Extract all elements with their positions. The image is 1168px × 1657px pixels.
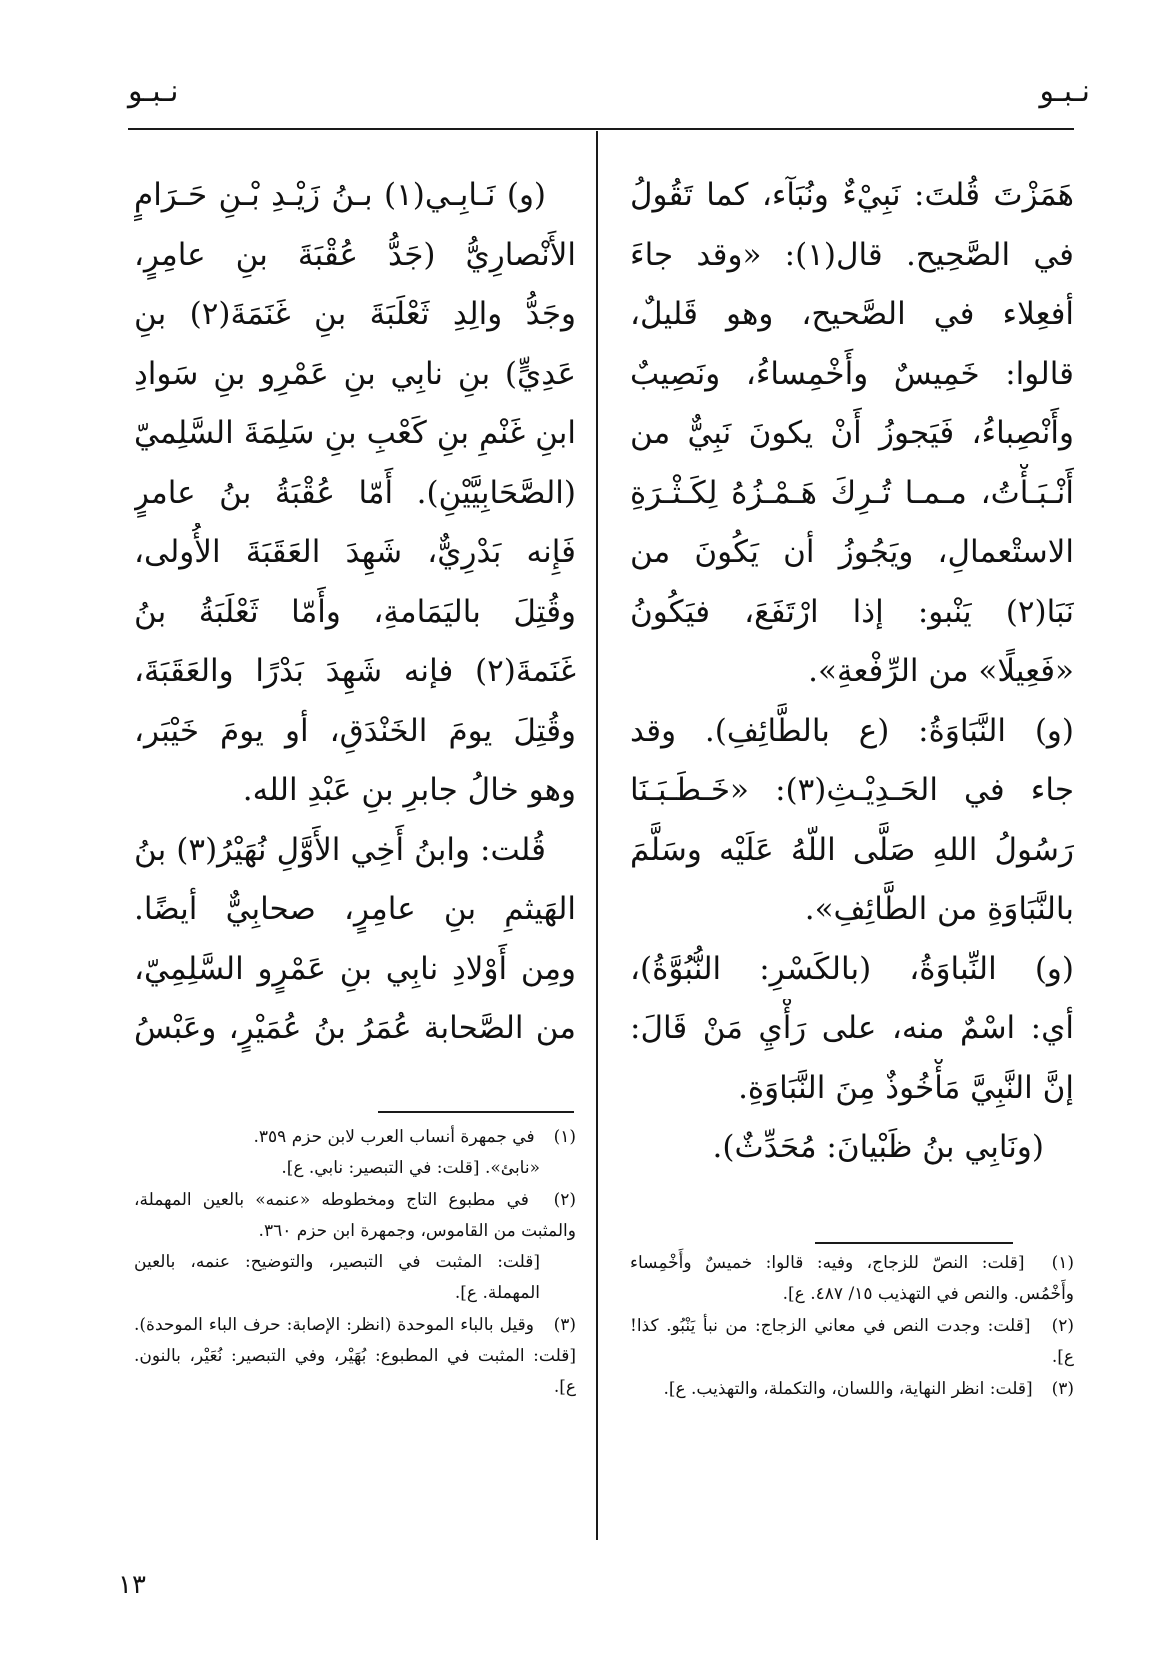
body-line: الاستْعمالِ، ويَجُوزُ أن يَكُونَ من bbox=[630, 534, 1074, 570]
page-number: ١٣ bbox=[118, 1570, 146, 1600]
body-line: جاء في الحَـدِيْـثِ(٣): «خَـطَـبَـنَا bbox=[630, 772, 1074, 808]
running-head-left: نـبـو bbox=[128, 74, 179, 109]
body-line: نَبَا(٢) يَنْبو: إذا ارْتَفَعَ، فيَكُونُ bbox=[630, 593, 1074, 630]
body-line: ابنِ غَنْمِ بنِ كَعْبِ بنِ سَلِمَةَ السَّلِميّ bbox=[134, 415, 576, 451]
body-line: فَإِنه بَدْرِيٌّ، شَهِدَ العَقَبَةَ الأُولى، bbox=[134, 534, 576, 570]
footnote-continuation: «نابئ». [قلت: في التبصير: نابي. ع]. bbox=[281, 1158, 540, 1178]
footnote bbox=[630, 1248, 1074, 1310]
footnote-text: [قلت: انظر النهاية، واللسان، والتكملة، والتهذيب. ع]. bbox=[663, 1379, 1033, 1399]
footnote-number: (١) bbox=[1051, 1253, 1075, 1273]
footnote-text: [قلت: وجدت النص في معاني الزجاج: من نبأ يَنْبُو. كذا! ع]. bbox=[630, 1316, 1074, 1367]
body-line: في الصَّحِيح. قال(١): «وقد جاءَ bbox=[630, 236, 1074, 273]
right-column-footnotes bbox=[630, 1248, 1074, 1406]
body-line: من الصَّحابة عُمَرُ بنُ عُمَيْرٍ، وعَبْسُ bbox=[134, 1010, 576, 1046]
footnote bbox=[134, 1185, 576, 1309]
footnote-rule-right bbox=[815, 1242, 1013, 1244]
body-line: الأَنْصارِيُّ (جَدُّ عُقْبَةَ بنِ عامِرٍ، bbox=[134, 236, 576, 273]
footnote-number: (٢) bbox=[1051, 1316, 1075, 1336]
body-line: قُلت: وابنُ أَخِي الأَوَّلِ نُهَيْرُ(٣) بنُ bbox=[134, 831, 546, 868]
footnote bbox=[630, 1311, 1074, 1373]
right-column-body bbox=[630, 166, 1074, 1178]
body-line: وجَدُّ والِدِ ثَعْلَبَةَ بنِ غَنَمَةَ(٢) بنِ bbox=[134, 296, 576, 332]
footnote-text: [قلت: النصّ للزجاج، وفيه: قالوا: خميسٌ وأَخْمِساء وأَخْمُس. والنص في التهذيب ١٥/ ٤٨٧. ع]. bbox=[630, 1253, 1074, 1304]
column-divider bbox=[596, 131, 598, 1540]
body-line: (الصَّحَابِيَّيْنِ). أَمّا عُقْبَةُ بنُ عامرٍ bbox=[134, 474, 576, 511]
body-line: إنَّ النَّبِيَّ مَأْخُوذٌ مِنَ النَّبَاوَةِ. bbox=[738, 1069, 1074, 1106]
body-line: أفعِلاء في الصَّحيح، وهو قَليلٌ، bbox=[630, 296, 1074, 332]
left-column-footnotes bbox=[134, 1122, 576, 1404]
body-line: وهو خالُ جابرِ بنِ عَبْدِ الله. bbox=[242, 772, 576, 808]
body-line: «فَعِيلًا» من الرِّفْعةِ». bbox=[808, 653, 1074, 689]
footnote-text: وقيل بالباء الموحدة (انظر: الإصابة: حرف الباء الموحدة). [قلت: المثبت في المطبوع: بُهَيْر، وفي التبصير: نُعَيْر، بالنون. ع]. bbox=[134, 1315, 576, 1397]
footnote-number: (٢) bbox=[553, 1190, 576, 1210]
left-column-body bbox=[134, 166, 576, 1059]
body-line: (و) نَـابِـي(١) بـنُ زَيْـدِ بْـنِ حَـرَامٍ bbox=[134, 177, 547, 213]
body-line: وقُتِلَ باليَمَامةِ، وأَمّا ثَعْلَبَةُ بنُ bbox=[134, 593, 576, 630]
body-line: غَنَمةَ(٢) فإنه شَهِدَ بَدْرًا والعَقَبَةَ، bbox=[134, 653, 576, 689]
footnote-number: (٣) bbox=[1051, 1379, 1074, 1399]
body-line: قالوا: خَمِيسٌ وأَخْمِساءُ، ونَصِيبٌ bbox=[630, 355, 1074, 392]
footnote-number: (١) bbox=[553, 1127, 576, 1147]
body-line: (و) النَّبَاوَةُ: (ع بالطَّائِفِ). وقد bbox=[630, 712, 1074, 749]
body-line: (و) النِّباوَةُ، (بالكَسْرِ: النُّبُوَّةُ)، bbox=[630, 950, 1074, 987]
body-line: الهَيثمِ بنِ عامِرٍ، صحابِيٌّ أيضًا. bbox=[134, 891, 576, 927]
body-line: وأَنْصِباءُ، فَيَجوزُ أَنْ يكونَ نَبِيٌّ من bbox=[630, 415, 1074, 451]
footnote-continuation: [قلت: المثبت في التبصير، والتوضيح: عنمه، بالعين المهملة. ع]. bbox=[134, 1252, 540, 1303]
body-line: عَدِيٍّ) بنِ نابِي بنِ عَمْرِو بنِ سَوادِ bbox=[134, 355, 576, 392]
header-rule bbox=[128, 128, 1074, 130]
body-line: رَسُولُ اللهِ صَلَّى اللّهُ عَلَيْه وسَلَّمَ bbox=[630, 831, 1074, 868]
body-line: هَمَزْتَ قُلتَ: نَبِيْءٌ ونُبَآء، كما تَقُولُ bbox=[630, 177, 1074, 213]
running-head-right: نـبـو bbox=[1039, 74, 1090, 109]
body-line: وقُتِلَ يومَ الخَنْدَقِ، أو يومَ خَيْبَر، bbox=[134, 712, 576, 749]
footnote-text: في جمهرة أنساب العرب لابن حزم ٣٥٩. bbox=[253, 1127, 535, 1147]
body-line: ومِن أَوْلادِ نابِي بنِ عَمْرٍو السَّلِمِيّ، bbox=[134, 950, 576, 987]
footnote-number: (٣) bbox=[553, 1315, 577, 1335]
body-line: أي: اسْمٌ منه، على رَأْيِ مَنْ قَالَ: bbox=[630, 1010, 1074, 1046]
footnote bbox=[134, 1310, 576, 1403]
body-line: بالنَّبَاوَةِ من الطَّائِفِ». bbox=[804, 891, 1074, 927]
footnote bbox=[134, 1122, 576, 1184]
footnote-text: في مطبوع التاج ومخطوطه «عنمه» بالعين المهملة، والمثبت من القاموس، وجمهرة ابن حزم ٣٦٠. bbox=[134, 1190, 576, 1241]
footnote bbox=[630, 1374, 1074, 1405]
footnote-rule-left bbox=[378, 1111, 574, 1113]
body-line: (ونَابِي بنُ ظَبْيانَ: مُحَدِّثٌ). bbox=[712, 1129, 1044, 1165]
body-line: أَنْـبَـأْتُ، مـمـا تُـرِكَ هَـمْـزُهُ لِكَـثْـرَةِ bbox=[630, 474, 1074, 511]
